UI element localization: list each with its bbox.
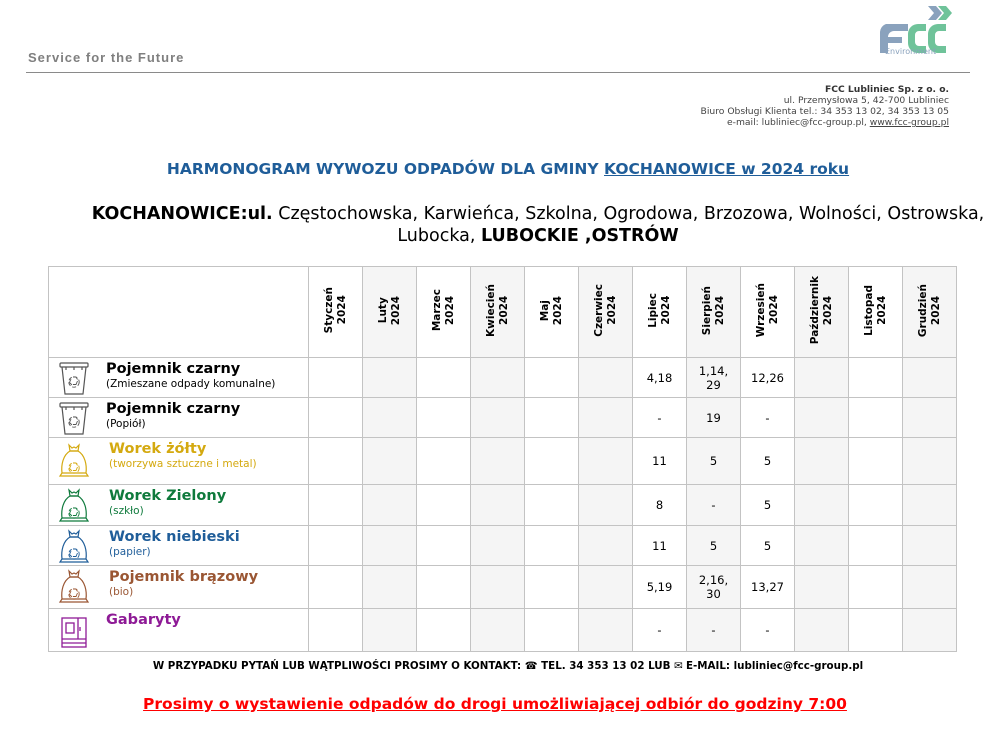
pickup-dates-cell: - (741, 609, 795, 652)
pickup-dates-cell (309, 485, 363, 526)
month-name: Wrzesień (754, 283, 767, 338)
pickup-dates-cell: 5 (687, 526, 741, 566)
pickup-dates-cell (471, 485, 525, 526)
pickup-dates-cell (309, 358, 363, 398)
month-year: 2024 (821, 295, 834, 326)
pickup-dates-cell (417, 398, 471, 438)
pickup-dates-cell (849, 438, 903, 485)
pickup-dates-cell (309, 398, 363, 438)
month-header (525, 267, 579, 358)
month-label (431, 289, 457, 331)
bin-icon (56, 401, 92, 437)
month-name: Lipiec (646, 293, 659, 328)
pickup-dates-cell (795, 609, 849, 652)
street-prefix: KOCHANOWICE:ul. (91, 204, 273, 224)
month-label (755, 283, 781, 337)
pickup-dates-cell: 5 (741, 526, 795, 566)
pickup-dates-cell (471, 398, 525, 438)
pickup-dates-cell (309, 566, 363, 609)
month-year: 2024 (389, 295, 402, 326)
waste-type-name: Worek żółty (109, 441, 207, 457)
envelope-icon: ✉ (674, 660, 686, 672)
pickup-dates-cell (849, 609, 903, 652)
pickup-dates-cell (579, 438, 633, 485)
pickup-dates-cell: 1,14, 29 (687, 358, 741, 398)
waste-type-description: (papier) (109, 546, 151, 558)
schedule-table (48, 266, 957, 652)
month-header (633, 267, 687, 358)
waste-type-description: (bio) (109, 586, 134, 598)
month-name: Maj (538, 299, 551, 322)
pickup-dates-cell (525, 485, 579, 526)
company-contact-line (701, 117, 949, 128)
pickup-dates-cell (849, 398, 903, 438)
waste-type-text (109, 569, 258, 599)
pickup-notice: Prosimy o wystawienie odpadów do drogi umożliwiającej odbiór do godziny 7:00 (143, 695, 847, 713)
company-website-link[interactable]: www.fcc-group.pl (869, 117, 949, 128)
waste-type-row (49, 485, 957, 526)
month-year: 2024 (335, 295, 348, 326)
month-name: Czerwiec (592, 284, 605, 337)
pickup-dates-cell (903, 438, 957, 485)
pickup-dates-cell (417, 609, 471, 652)
pickup-dates-cell: 4,18 (633, 358, 687, 398)
pickup-dates-cell (363, 526, 417, 566)
waste-type-row (49, 566, 957, 609)
pickup-dates-cell (471, 358, 525, 398)
month-header (687, 267, 741, 358)
pickup-dates-cell (525, 398, 579, 438)
month-header (363, 267, 417, 358)
waste-type-row (49, 438, 957, 485)
pickup-dates-cell (795, 438, 849, 485)
month-year: 2024 (713, 295, 726, 326)
waste-type-name: Pojemnik brązowy (109, 569, 259, 585)
pickup-dates-cell (795, 485, 849, 526)
waste-type-text (109, 529, 240, 559)
waste-type-text (106, 612, 181, 629)
month-year: 2024 (659, 295, 672, 326)
pickup-dates-cell: - (633, 609, 687, 652)
company-phone: Biuro Obsługi Klienta tel.: 34 353 13 02, 34 353 13 05 (700, 106, 949, 117)
bin-icon (56, 361, 92, 397)
month-name: Październik (808, 276, 821, 345)
pickup-dates-cell (903, 566, 957, 609)
month-label (485, 284, 511, 337)
month-header (471, 267, 525, 358)
waste-type-name: Worek niebieski (109, 529, 240, 545)
street-list (60, 203, 995, 247)
waste-type-description: (tworzywa sztuczne i metal) (109, 458, 257, 470)
pickup-dates-cell: 2,16, 30 (687, 566, 741, 609)
pickup-dates-cell (525, 609, 579, 652)
month-label (917, 284, 943, 337)
month-name: Sierpień (700, 285, 713, 336)
month-name: Listopad (862, 285, 875, 336)
pickup-dates-cell (795, 526, 849, 566)
pickup-dates-cell (795, 566, 849, 609)
month-header (417, 267, 471, 358)
pickup-dates-cell (579, 358, 633, 398)
pickup-dates-cell (471, 438, 525, 485)
month-header (579, 267, 633, 358)
month-name: Styczeń (322, 287, 335, 334)
pickup-dates-cell (309, 609, 363, 652)
pickup-dates-cell: 12,26 (741, 358, 795, 398)
waste-type-description: (Popiół) (106, 418, 146, 430)
bag-icon (56, 529, 92, 565)
pickup-dates-cell (309, 526, 363, 566)
logo-caption: Environment (885, 47, 937, 56)
phone-icon: ☎ (524, 660, 542, 672)
header-slogan: Service for the Future (28, 50, 185, 65)
pickup-dates-cell (903, 398, 957, 438)
pickup-dates-cell (579, 398, 633, 438)
month-header (849, 267, 903, 358)
month-name: Kwiecień (484, 284, 497, 337)
waste-type-name: Worek Zielony (109, 488, 227, 504)
month-header (309, 267, 363, 358)
pickup-dates-cell: 5 (741, 438, 795, 485)
pickup-dates-cell (849, 485, 903, 526)
pickup-dates-cell (417, 358, 471, 398)
pickup-dates-cell (525, 526, 579, 566)
pickup-dates-cell (903, 358, 957, 398)
contact-prefix: W PRZYPADKU PYTAŃ LUB WĄTPLIWOŚCI PROSIMY O KONTAKT: (152, 660, 525, 672)
pickup-dates-cell: - (687, 485, 741, 526)
waste-type-text (106, 401, 240, 431)
month-year: 2024 (605, 295, 618, 326)
waste-type-label (49, 358, 309, 398)
bag-icon (56, 443, 92, 479)
pickup-dates-cell: 5 (687, 438, 741, 485)
month-label (593, 284, 619, 337)
waste-type-text (109, 441, 257, 471)
contact-phone: TEL. 34 353 13 02 LUB (541, 660, 675, 672)
pickup-dates-cell (471, 609, 525, 652)
waste-type-description: (Zmieszane odpady komunalne) (106, 378, 276, 390)
wardrobe-icon (56, 612, 92, 648)
month-label (539, 296, 565, 325)
waste-type-label (49, 398, 309, 438)
month-year: 2024 (875, 295, 888, 326)
pickup-dates-cell (471, 566, 525, 609)
month-header (903, 267, 957, 358)
month-name: Marzec (430, 289, 443, 332)
pickup-dates-cell (579, 609, 633, 652)
pickup-dates-cell (903, 485, 957, 526)
header-corner (49, 267, 309, 358)
waste-type-name: Pojemnik czarny (106, 361, 241, 377)
pickup-dates-cell: - (741, 398, 795, 438)
month-year: 2024 (497, 295, 510, 326)
contact-line (0, 660, 995, 672)
month-name: Grudzień (916, 283, 929, 338)
title-municipality-link[interactable]: KOCHANOWICE w 2024 roku (604, 160, 850, 178)
chevron-arrows-icon (928, 6, 952, 20)
month-year: 2024 (443, 295, 456, 326)
waste-type-label (49, 566, 309, 609)
month-label (809, 276, 835, 344)
title-prefix: HARMONOGRAM WYWOZU ODPADÓW DLA GMINY (166, 160, 604, 178)
pickup-dates-cell (849, 358, 903, 398)
waste-type-text (109, 488, 226, 518)
waste-type-label (49, 438, 309, 485)
month-label (377, 296, 403, 325)
waste-type-name: Gabaryty (106, 612, 181, 628)
pickup-dates-cell (417, 566, 471, 609)
waste-type-row (49, 358, 957, 398)
waste-type-row (49, 609, 957, 652)
month-label (701, 286, 727, 335)
pickup-dates-cell (579, 485, 633, 526)
street-suffix: LUBOCKIE ,OSTRÓW (481, 226, 679, 246)
bag-icon (56, 569, 92, 605)
pickup-dates-cell (525, 438, 579, 485)
month-label (323, 287, 349, 333)
month-header (795, 267, 849, 358)
pickup-dates-cell: 13,27 (741, 566, 795, 609)
bag-icon (56, 488, 92, 524)
pickup-dates-cell: 11 (633, 526, 687, 566)
pickup-dates-cell (363, 438, 417, 485)
pickup-dates-cell (903, 526, 957, 566)
month-label (647, 293, 673, 328)
month-label (863, 285, 889, 336)
pickup-dates-cell (525, 566, 579, 609)
pickup-dates-cell: 11 (633, 438, 687, 485)
pickup-dates-cell (579, 526, 633, 566)
page-title (0, 160, 995, 178)
pickup-dates-cell (579, 566, 633, 609)
waste-type-label (49, 485, 309, 526)
pickup-dates-cell (417, 485, 471, 526)
month-year: 2024 (767, 295, 780, 326)
pickup-dates-cell (363, 485, 417, 526)
waste-type-row (49, 398, 957, 438)
pickup-dates-cell (417, 526, 471, 566)
pickup-dates-cell (417, 438, 471, 485)
pickup-dates-cell: 5,19 (633, 566, 687, 609)
month-header (741, 267, 795, 358)
company-info (701, 84, 949, 128)
pickup-dates-cell (363, 398, 417, 438)
pickup-dates-cell (849, 526, 903, 566)
waste-type-label (49, 526, 309, 566)
waste-type-label (49, 609, 309, 652)
pickup-dates-cell: 19 (687, 398, 741, 438)
company-address: ul. Przemysłowa 5, 42-700 Lubliniec (783, 95, 949, 106)
company-email: e-mail: lubliniec@fcc-group.pl, (727, 117, 870, 128)
pickup-dates-cell (471, 526, 525, 566)
pickup-dates-cell (309, 438, 363, 485)
pickup-dates-cell (795, 358, 849, 398)
pickup-dates-cell: - (633, 398, 687, 438)
pickup-dates-cell: 8 (633, 485, 687, 526)
pickup-dates-cell: 5 (741, 485, 795, 526)
waste-type-row (49, 526, 957, 566)
month-year: 2024 (929, 295, 942, 326)
company-name: FCC Lubliniec Sp. z o. o. (824, 84, 949, 95)
waste-type-name: Pojemnik czarny (106, 401, 241, 417)
month-header-row (49, 267, 957, 358)
pickup-dates-cell (849, 566, 903, 609)
contact-email[interactable]: E-MAIL: lubliniec@fcc-group.pl (686, 660, 864, 672)
street-names: Częstochowska, Karwieńca, Szkolna, Ogrodowa, Brzozowa, Wolności, Ostrowska, Lubocka, (272, 204, 985, 246)
pickup-dates-cell (795, 398, 849, 438)
month-name: Luty (376, 297, 389, 324)
pickup-dates-cell (363, 609, 417, 652)
pickup-dates-cell (363, 566, 417, 609)
waste-type-text (106, 361, 275, 391)
pickup-dates-cell (903, 609, 957, 652)
header-divider (26, 72, 970, 73)
pickup-dates-cell (363, 358, 417, 398)
waste-type-description: (szkło) (109, 505, 144, 517)
month-year: 2024 (551, 295, 564, 326)
pickup-dates-cell: - (687, 609, 741, 652)
pickup-dates-cell (525, 358, 579, 398)
